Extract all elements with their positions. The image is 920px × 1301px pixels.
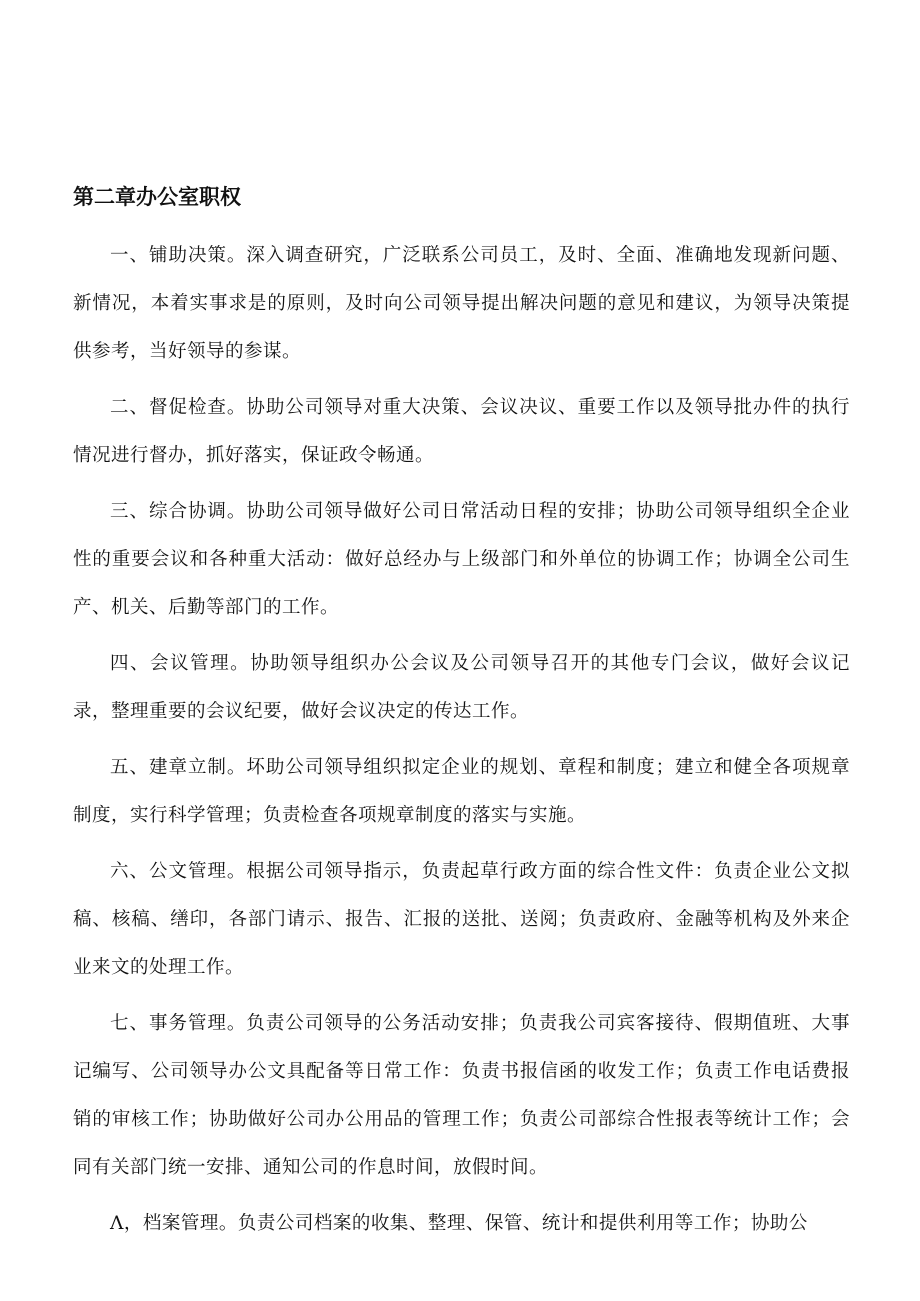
paragraph-decision-support: 一、铺助决策。深入调查研究，广泛联系公司员工，及时、全面、准确地发现新问题、新情况，本着实事求是的原则，及时向公司领导提出解决问题的意见和建议，为领导决策提供参考，当好领导的参谋。 — [73, 245, 850, 362]
paragraph-coordination: 三、综合协调。协助公司领导做好公司日常活动日程的安排；协助公司领导组织全企业性的重要会议和各种重大活动：做好总经办与上级部门和外单位的协调工作；协调全公司生产、机关、后勤等部门的工作。 — [73, 501, 850, 618]
paragraph-supervision: 二、督促检查。协助公司领导对重大决策、会议决议、重要工作以及领导批办件的执行情况进行督办，抓好落实，保证政令畅通。 — [73, 397, 850, 466]
paragraph-affairs-management: 七、事务管理。负责公司领导的公务活动安排；负责我公司宾客接待、假期值班、大事记编写、公司领导办公文具配备等日常工作：负责书报信函的收发工作；负责工作电话费报销的审核工作；协助做好公司办公用品的管理工作；负责公司部综合性报表等统计工作；会同有关部门统一安排、通知公司的作息时间，放假时间。 — [73, 1013, 850, 1178]
paragraph-document-management: 六、公文管理。根据公司领导指示，负责起草行政方面的综合性文件：负责企业公文拟稿、核稿、缮印，各部门请示、报告、汇报的送批、送阅；负责政府、金融等机构及外来企业来文的处理工作。 — [73, 861, 850, 978]
paragraph-archive-management: Λ，档案管理。负责公司档案的收集、整理、保管、统计和提供利用等工作；协助公 — [110, 1213, 808, 1234]
chapter-title: 第二章办公室职权 — [73, 185, 241, 209]
paragraph-rules-establishment: 五、建章立制。坏助公司领导组织拟定企业的规划、章程和制度；建立和健全各项规章制度，实行科学管理；负责检查各项规章制度的落实与实施。 — [73, 757, 850, 826]
paragraph-meeting-management: 四、会议管理。协助领导组织办公会议及公司领导召开的其他专门会议，做好会议记录，整理重要的会议纪要，做好会议决定的传达工作。 — [73, 653, 850, 722]
document-body — [73, 232, 850, 1256]
